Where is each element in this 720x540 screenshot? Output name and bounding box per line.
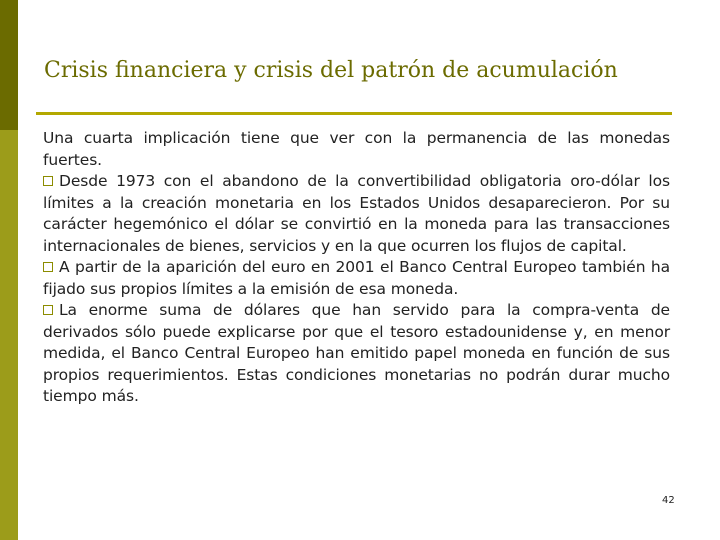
bullet-item-3	[43, 300, 670, 408]
bullet-text-1: Desde 1973 con el abandono de la convertibilidad obligatoria oro-dólar los límites a la creación monetaria en los Estados Unidos desaparecieron. Por su carácter hegemónico el dólar se convirtió en la moneda para las transacciones internacionales de bienes, servicios y en la que ocurren los flujos de capital.	[43, 172, 670, 255]
slide-body	[43, 128, 670, 408]
sidebar-accent-dark	[0, 0, 18, 130]
bullet-item-2	[43, 257, 670, 300]
bullet-text-3: La enorme suma de dólares que han servido para la compra-venta de derivados sólo puede explicarse por que el tesoro estadounidense y, en menor medida, el Banco Central Europeo han emitido papel moneda en función de sus propios requerimientos. Estas condiciones monetarias no podrán durar mucho tiempo más.	[43, 301, 670, 405]
bullet-item-1	[43, 171, 670, 257]
square-bullet-icon	[43, 176, 53, 186]
title-underline	[36, 112, 672, 115]
intro-paragraph: Una cuarta implicación tiene que ver con la permanencia de las monedas fuertes.	[43, 129, 670, 169]
bullet-text-2: A partir de la aparición del euro en 2001 el Banco Central Europeo también ha fijado sus propios límites a la emisión de esa moneda.	[43, 258, 670, 298]
sidebar-accent-light	[0, 130, 18, 540]
square-bullet-icon	[43, 305, 53, 315]
slide-title: Crisis financiera y crisis del patrón de acumulación	[44, 58, 618, 83]
square-bullet-icon	[43, 262, 53, 272]
page-number: 42	[662, 495, 675, 506]
